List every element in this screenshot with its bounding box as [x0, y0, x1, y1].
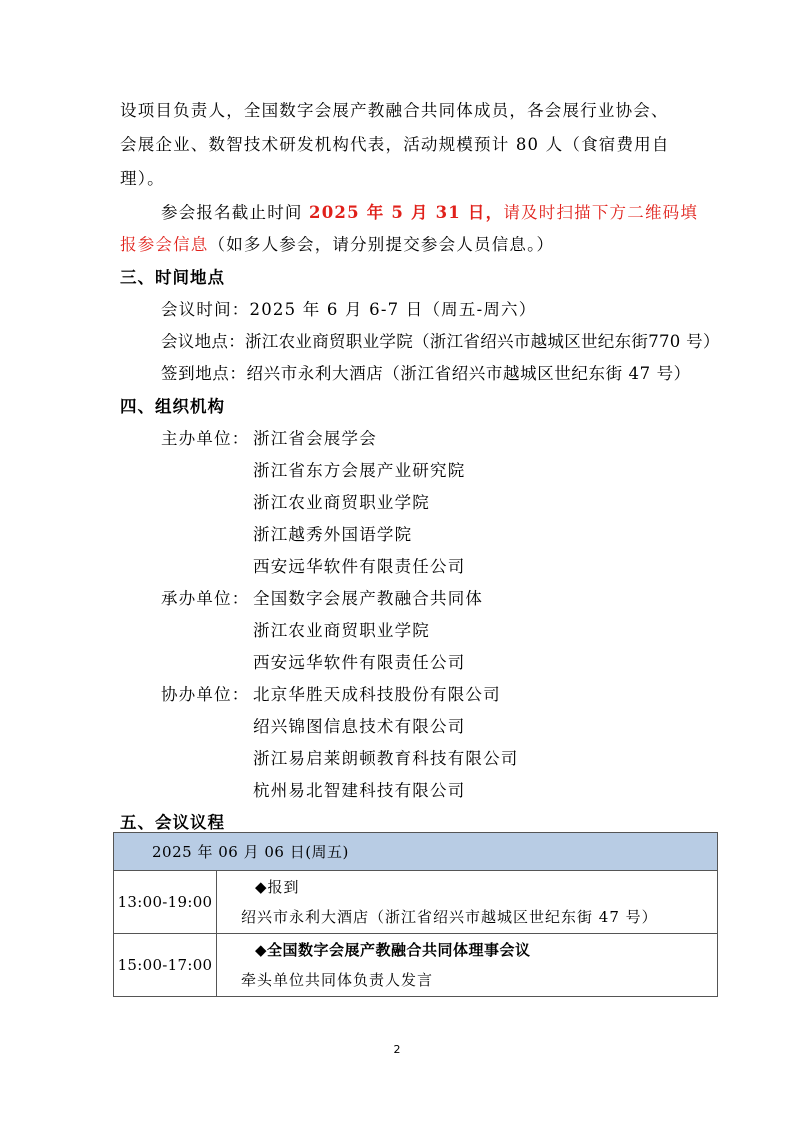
- table-row: [114, 871, 718, 934]
- section-heading-time-place: 三、时间地点: [120, 268, 225, 287]
- meeting-venue: 会议地点：浙江农业商贸职业学院（浙江省绍兴市越城区世纪东街770 号）: [161, 332, 720, 351]
- page-number: 2: [393, 1043, 401, 1056]
- checkin-venue: 签到地点：绍兴市永利大酒店（浙江省绍兴市越城区世纪东街 47 号）: [161, 364, 691, 383]
- deadline-instruction: 请及时扫描下方二维码填: [503, 203, 699, 222]
- multi-attendee-note: （如多人参会，请分别提交参会人员信息。）: [208, 235, 555, 254]
- registration-line-2: [120, 233, 554, 257]
- org-item: 浙江省东方会展产业研究院: [253, 461, 466, 480]
- org-item: 西安远华软件有限责任公司: [253, 557, 466, 576]
- org-item: 全国数字会展产教融合共同体: [253, 589, 484, 608]
- section-heading-agenda: 五、会议议程: [120, 813, 225, 832]
- agenda-item-title: ◆报到: [255, 878, 300, 896]
- paragraph-line: 理）。: [120, 169, 165, 188]
- org-item: 西安远华软件有限责任公司: [253, 653, 466, 672]
- paragraph-line: 设项目负责人，全国数字会展产教融合共同体成员，各会展行业协会、: [120, 101, 669, 120]
- agenda-item-detail: 绍兴市永利大酒店（浙江省绍兴市越城区世纪东街 47 号）: [241, 908, 658, 926]
- co-organizer-label: 协办单位：: [161, 685, 250, 704]
- org-item: 北京华胜天成科技股份有限公司: [253, 685, 501, 704]
- org-item: 浙江省会展学会: [253, 429, 377, 448]
- deadline-prefix: 参会报名截止时间: [161, 203, 310, 222]
- deadline-date: 2025 年 5 月 31 日，: [309, 203, 504, 222]
- meeting-time: 会议时间：2025 年 6 月 6-7 日（周五-周六）: [161, 300, 537, 319]
- org-item: 浙江农业商贸职业学院: [253, 621, 430, 640]
- table-row: [114, 934, 718, 997]
- paragraph-line: 会展企业、数智技术研发机构代表，活动规模预计 80 人（食宿费用自: [120, 135, 670, 154]
- org-item: 浙江易启莱朗顿教育科技有限公司: [253, 749, 519, 768]
- agenda-time: 15:00-17:00: [114, 934, 217, 997]
- organizer-label: 承办单位：: [161, 589, 250, 608]
- org-item: 浙江农业商贸职业学院: [253, 493, 430, 512]
- deadline-instruction-cont: 报参会信息: [120, 235, 209, 254]
- host-label: 主办单位：: [161, 429, 250, 448]
- agenda-day-label: 2025 年 06 月 06 日(周五): [114, 833, 718, 871]
- org-item: 绍兴锦图信息技术有限公司: [253, 717, 466, 736]
- agenda-item-detail: 牵头单位共同体负责人发言: [241, 971, 434, 989]
- org-item: 杭州易北智建科技有限公司: [253, 781, 466, 800]
- section-heading-organizers: 四、组织机构: [120, 397, 225, 416]
- agenda-day-header: [114, 833, 718, 871]
- org-item: 浙江越秀外国语学院: [253, 525, 413, 544]
- registration-deadline-line: [161, 201, 698, 225]
- agenda-table: [113, 832, 718, 997]
- agenda-time: 13:00-19:00: [114, 871, 217, 934]
- agenda-item-title: ◆全国数字会展产教融合共同体理事会议: [255, 941, 531, 959]
- agenda-content: [217, 871, 718, 934]
- agenda-content: [217, 934, 718, 997]
